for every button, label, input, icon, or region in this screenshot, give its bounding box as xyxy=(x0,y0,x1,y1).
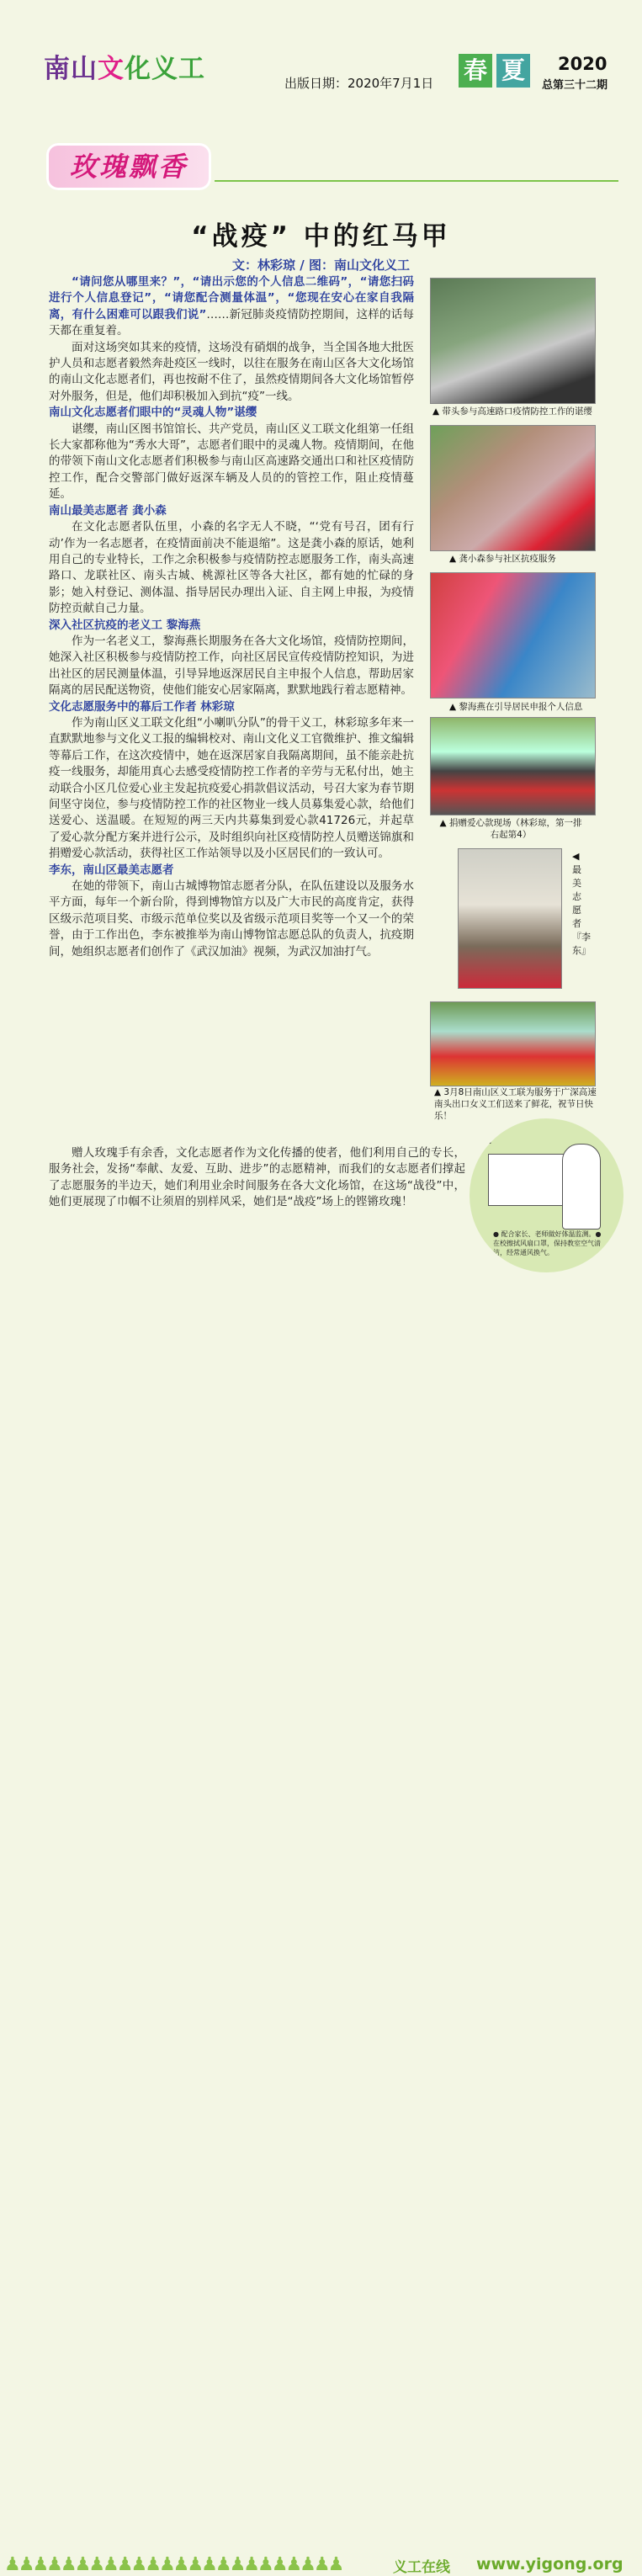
photo-info-registration xyxy=(430,572,596,698)
issue-year: 2020 xyxy=(558,54,608,74)
footer-website-link[interactable]: www.yigong.org xyxy=(476,2555,623,2573)
caption-photo-4: ▲ 捐赠爱心款现场（林彩琼，第一排右起第4） xyxy=(439,818,582,840)
intro-rest: ……新冠肺炎疫情防控期间，这样的话每天都在重复着。 xyxy=(49,307,414,338)
poster-figure-sketch xyxy=(562,1144,601,1230)
health-tips-poster xyxy=(470,1118,623,1272)
column-title-badge: 玫瑰飘香 xyxy=(46,143,211,190)
volunteer-people-icon-row: ♟♟♟♟♟♟♟♟♟♟♟♟♟♟♟♟♟♟♟♟♟♟♟♟ xyxy=(4,2554,342,2575)
publish-date: 出版日期：2020年7月1日 xyxy=(284,76,434,91)
column-divider xyxy=(215,180,618,182)
paragraph-3: 谌缨，南山区图书馆馆长、共产党员，南山区义工联文化组第一任组长大家都称他为“秀水大哥”，志愿者们眼中的灵魂人物。疫情期间，在他的带领下南山文化志愿者们积极参与南山区高速路交通出口和社区疫情防控工作，配合交警部门做好返深车辆及人员的的管控工作，阻止疫情蔓延。 xyxy=(49,422,414,502)
season-badge-spring: 春 xyxy=(459,54,492,88)
caption-photo-5: ◀最美志愿者『李东』 xyxy=(572,851,591,956)
season-badge-summer: 夏 xyxy=(496,54,530,88)
caption-photo-6: ▲ 3月8日南山区义工联为服务于广深高速南头出口女义工们送来了鲜花，祝节日快乐！ xyxy=(434,1087,597,1121)
caption-photo-2: ▲ 龚小森参与社区抗疫服务 xyxy=(449,554,556,564)
paragraph-6: 作为南山区义工联文化组“小喇叭分队”的骨干义工，林彩琼多年来一直默默地参与文化义工报的编辑校对、南山文化义工官微维护、推文编辑等幕后工作，在这次疫情中，她在返深居家自我隔离期间，虽不能亲赴抗疫一线服务，却能用真心去感受疫情防控工作者的辛劳与无私付出，她主动联合小区几位爱心业主发起抗疫爱心捐款倡议活动，号召大家为春节期间坚守岗位，参与疫情防控工作的社区物业一线人员募集爱心款，给他们送爱心、送温暖。在短短的两三天内共募集到爱心款41726元，并起草了爱心款分配方案并进行公示，及时组织向社区疫情防控人员赠送锦旗和捐赠爱心款活动，获得社区工作站领导以及小区居民们的一致认可。 xyxy=(49,715,414,861)
paragraph-intro xyxy=(49,274,414,340)
caption-photo-3: ▲ 黎海燕在引导居民申报个人信息 xyxy=(449,702,583,712)
poster-note: ● 配合家长、老师做好体温监测。● 在校擦拭风扇口罩，保持教室空气清洁，经常通风换气。 xyxy=(493,1230,602,1256)
masthead xyxy=(0,0,642,94)
article-body xyxy=(49,274,414,960)
photo-highway-checkpoint xyxy=(430,278,596,404)
paragraph-5: 作为一名老义工，黎海燕长期服务在各大文化场馆，疫情防控期间，她深入社区积极参与疫情防控工作，向社区居民宣传疫情防控知识，为进出社区的居民测量体温，引导异地返深居民自主申报个人信息，帮助居家隔离的居民配送物资，使他们能安心居家隔离，默默地践行着志愿精神。 xyxy=(49,634,414,698)
article-byline: 文：林彩琼 / 图：南山文化义工 xyxy=(232,258,410,273)
paragraph-4: 在文化志愿者队伍里，小森的名字无人不晓，“‘党有号召，团有行动’作为一名志愿者，在疫情面前决不能退缩”。这是龚小森的原话，她利用自己的专业特长，工作之余积极参与疫情防控志愿服务工作，南头高速路口、龙联社区、南头古城、桃源社区等各大社区，都有她的忙碌的身影；她入村登记、测体温、指导居民办理出入证、自主网上申报，为疫情防控贡献自己力量。 xyxy=(49,520,414,616)
poster-number: 1 xyxy=(481,1130,492,1148)
footer-bar xyxy=(0,1275,642,2576)
paragraph-2: 面对这场突如其来的疫情，这场没有硝烟的战争，当全国各地大批医护人员和志愿者毅然奔赴疫区一线时，以往在服务在南山区各大文化场馆的南山文化志愿者们，再也按耐不住了，虽然疫情期间各大文化场馆暂停对外服务，但是，他们却积极加入到抗“疫”一线。 xyxy=(49,340,414,403)
subheading-1: 南山文化志愿者们眼中的“灵魂人物”谌缨 xyxy=(49,406,257,420)
subheading-2: 南山最美志愿者 龚小森 xyxy=(49,503,167,518)
photo-womens-day-flowers xyxy=(430,1001,596,1086)
masthead-logo: 南山文化义工 xyxy=(44,54,205,84)
photo-community-service xyxy=(430,425,596,551)
article-closing xyxy=(49,1145,465,1211)
intro-quotes: “请问您从哪里来？”，“请出示您的个人信息二维码”，“请您扫码进行个人信息登记”，“请您配合测量体温”，“您现在安心在家自我隔离，有什么困难可以跟我们说” xyxy=(49,275,414,321)
photo-li-dong xyxy=(458,848,562,989)
issue-number: 总第三十二期 xyxy=(542,79,608,92)
photo-donation-event xyxy=(430,717,596,815)
poster-building-sketch xyxy=(488,1154,574,1206)
subheading-3: 深入社区抗疫的老义工 黎海燕 xyxy=(49,618,201,632)
footer-label: 义工在线 xyxy=(393,2559,450,2576)
paragraph-8: 赠人玫瑰手有余香，文化志愿者作为文化传播的使者，他们利用自己的专长，服务社会，发扬“奉献、友爱、互助、进步”的志愿精神，而我们的女志愿者们撑起了志愿服务的半边天，她们利用业余时间服务在各大文化场馆，在这场“战役”中，她们更展现了巾帼不让须眉的别样风采，她们是“战疫”场上的铿锵玫瑰！ xyxy=(49,1146,465,1209)
subheading-5: 李东，南山区最美志愿者 xyxy=(49,863,174,877)
paragraph-7: 在她的带领下，南山古城博物馆志愿者分队，在队伍建设以及服务水平方面，每年一个新台阶，得到博物馆方以及广大市民的高度肯定，获得区级示范项目奖、市级示范单位奖以及省级示范项目奖等一个又一个的荣誉，由于工作出色，李东被推举为南山博物馆志愿总队的负责人，抗疫期间，她组织志愿者们创作了《武汉加油》视频，为武汉加油打气。 xyxy=(49,879,414,959)
subheading-4: 文化志愿服务中的幕后工作者 林彩琼 xyxy=(49,699,235,714)
caption-photo-1: ▲ 带头参与高速路口疫情防控工作的谌缨 xyxy=(432,406,592,417)
article-title: “战疫” 中的红马甲 xyxy=(191,221,451,252)
